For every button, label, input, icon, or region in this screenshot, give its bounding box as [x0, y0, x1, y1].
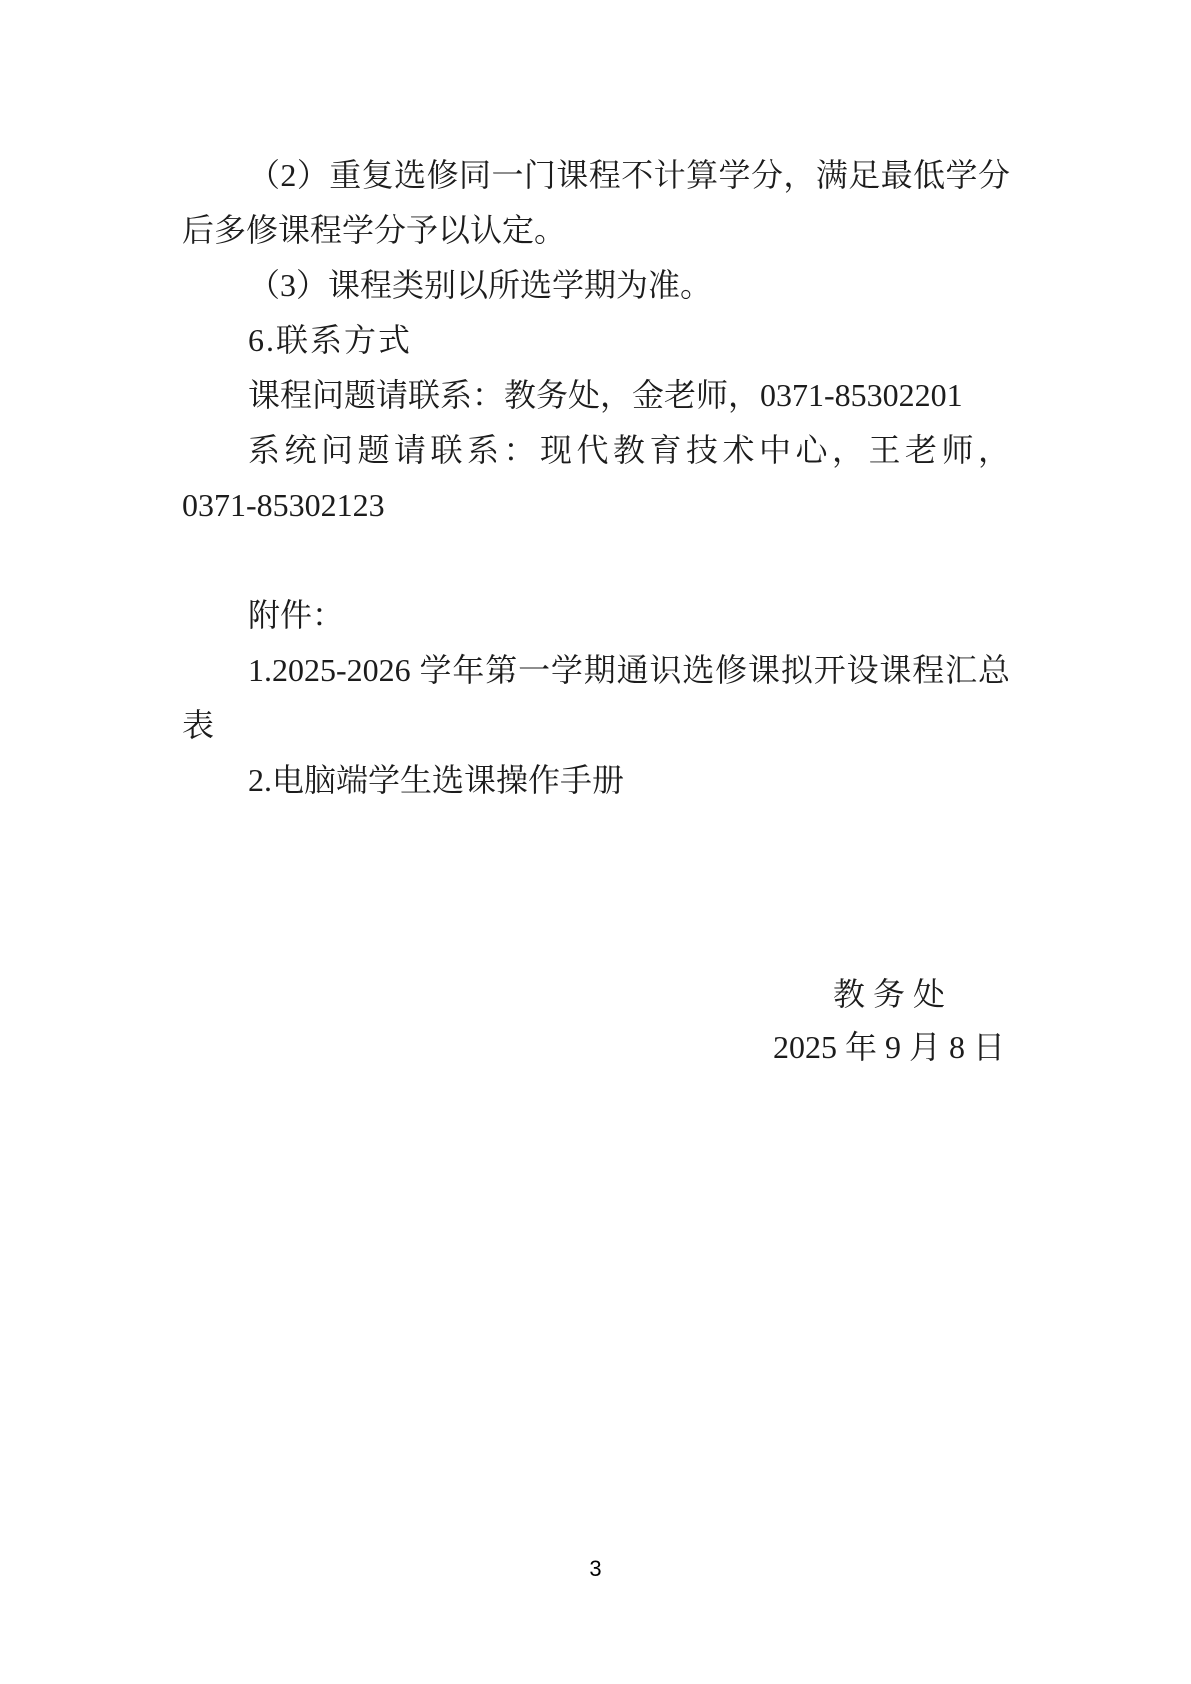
section-6-heading: 6.联系方式 — [248, 322, 413, 358]
note-2-line-2: 后多修课程学分予以认定。 — [182, 212, 567, 248]
blank-line — [182, 533, 1010, 588]
attachment-1-line-1: 1.2025-2026 学年第一学期通识选修课拟开设课程汇总 — [248, 652, 1010, 688]
page-number: 3 — [589, 1556, 602, 1581]
signature-org: 教务处 — [832, 976, 953, 1012]
document-body — [182, 148, 1010, 808]
note-2-line-1: （2）重复选修同一门课程不计算学分，满足最低学分 — [248, 157, 1010, 193]
signature-block — [773, 968, 1005, 1074]
attachments-label: 附件： — [248, 597, 345, 633]
signature-date: 2025 年 9 月 8 日 — [772, 1029, 1005, 1065]
note-3: （3）课程类别以所选学期为准。 — [248, 267, 713, 303]
attachment-1-line-2: 表 — [182, 707, 215, 743]
contact-course-line: 课程问题请联系：教务处，金老师，0371-85302201 — [248, 377, 963, 413]
contact-system-line-2: 0371-85302123 — [182, 487, 385, 523]
contact-system-line-1: 系统问题请联系：现代教育技术中心，王老师， — [248, 432, 1010, 468]
attachment-2: 2.电脑端学生选课操作手册 — [248, 762, 625, 798]
